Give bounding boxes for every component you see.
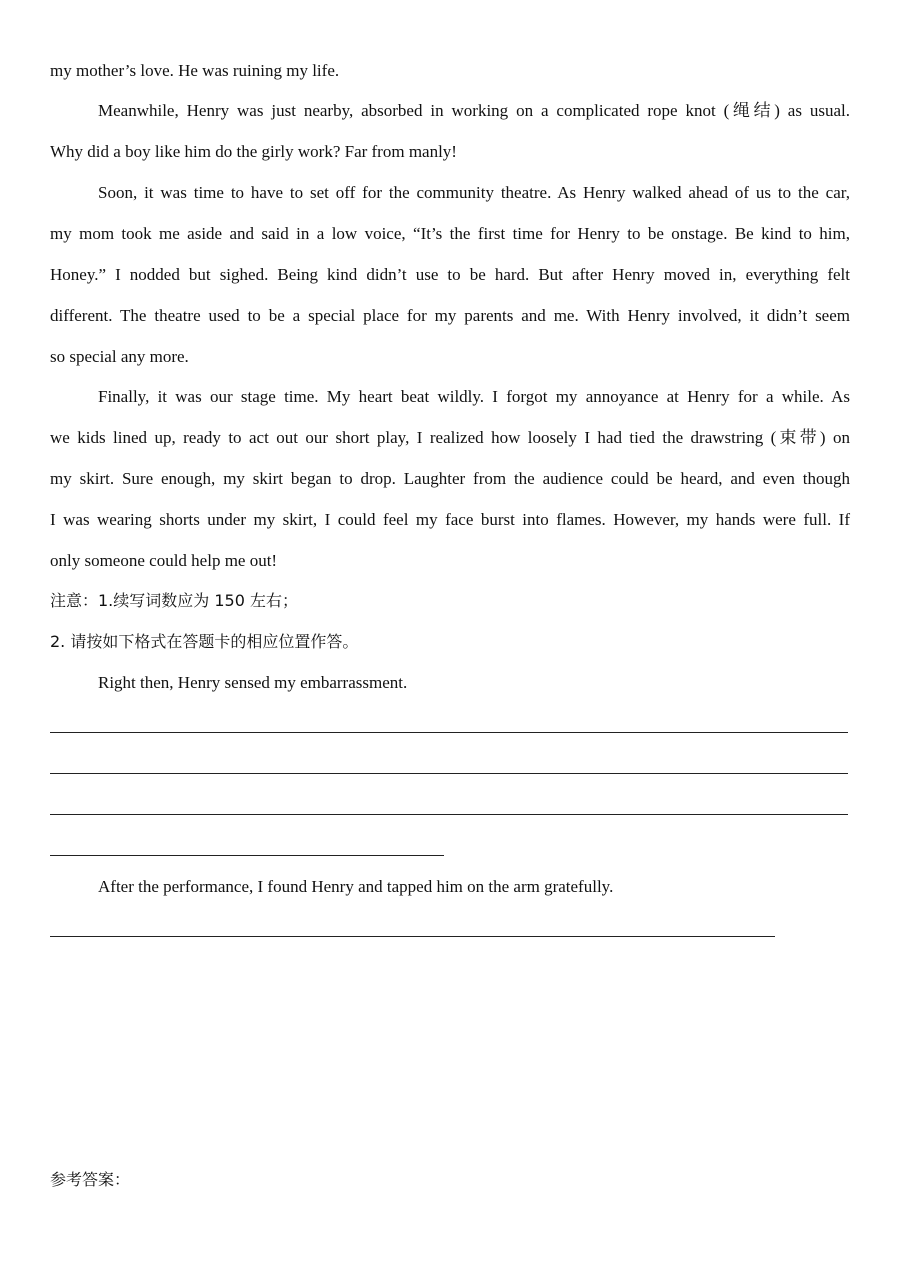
- writing-line[interactable]: [50, 814, 848, 815]
- reference-answer-label: 参考答案：: [50, 1170, 131, 1189]
- passage-line: my mom took me aside and said in a low voice, “It’s the first time for Henry to be onstage. Be kind to him,: [50, 224, 850, 243]
- writing-line[interactable]: [50, 936, 775, 937]
- continuation-prompt-2: After the performance, I found Henry and tapped him on the arm gratefully.: [98, 877, 614, 896]
- format-note: 2. 请按如下格式在答题卡的相应位置作答。: [50, 632, 359, 651]
- passage-line: I was wearing shorts under my skirt, I could feel my face burst into flames. However, my hands were full. If: [50, 510, 850, 529]
- passage-line: Finally, it was our stage time. My heart beat wildly. I forgot my annoyance at Henry for a while. As: [98, 387, 850, 406]
- passage-line: Soon, it was time to have to set off for the community theatre. As Henry walked ahead of us to the car,: [98, 183, 850, 202]
- passage-line: we kids lined up, ready to act out our short play, I realized how loosely I had tied the drawstring (束带) on: [50, 428, 850, 447]
- passage-line: my skirt. Sure enough, my skirt began to drop. Laughter from the audience could be heard, and even though: [50, 469, 850, 488]
- writing-line[interactable]: [50, 855, 444, 856]
- passage-line: only someone could help me out!: [50, 551, 278, 570]
- passage-line: Honey.” I nodded but sighed. Being kind didn’t use to be hard. But after Henry moved in, everything felt: [50, 265, 850, 284]
- writing-line[interactable]: [50, 773, 848, 774]
- passage-line: different. The theatre used to be a special place for my parents and me. With Henry involved, it didn’t seem: [50, 306, 850, 325]
- passage-line: so special any more.: [50, 347, 189, 366]
- passage-line: Why did a boy like him do the girly work? Far from manly!: [50, 142, 457, 161]
- writing-line[interactable]: [50, 732, 848, 733]
- passage-line: Meanwhile, Henry was just nearby, absorbed in working on a complicated rope knot (绳结) as usual.: [98, 101, 850, 120]
- passage-line: my mother’s love. He was ruining my life.: [50, 61, 340, 80]
- continuation-prompt-1: Right then, Henry sensed my embarrassment.: [98, 673, 408, 692]
- word-count-note: 注意：1.续写词数应为 150 左右；: [50, 591, 298, 610]
